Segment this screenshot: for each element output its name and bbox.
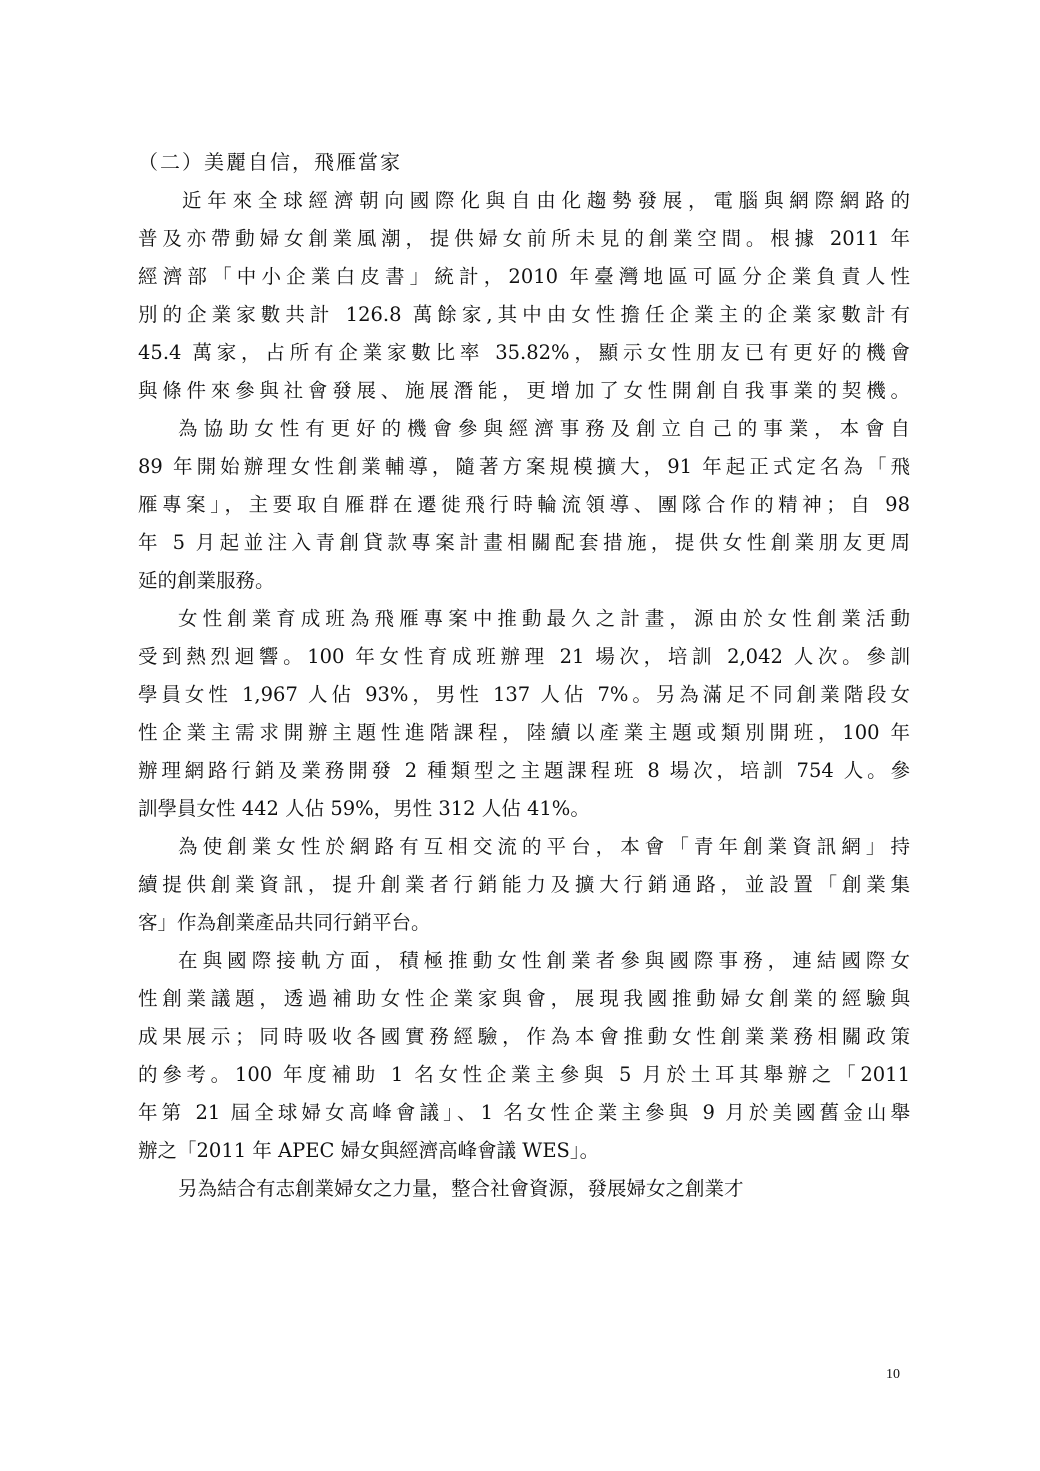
paragraph-line: 89 年開始辦理女性創業輔導，隨著方案規模擴大，91 年起正式定名為「飛 bbox=[138, 455, 910, 478]
paragraph-3 bbox=[138, 600, 910, 828]
paragraph-line: 近年來全球經濟朝向國際化與自由化趨勢發展，電腦與網際網路的 bbox=[182, 189, 910, 212]
paragraph-line: 性企業主需求開辦主題性進階課程，陸續以產業主題或類別開班，100 年 bbox=[138, 721, 910, 744]
paragraph-line: 年 5 月起並注入青創貸款專案計畫相關配套措施，提供女性創業朋友更周 bbox=[138, 531, 910, 554]
paragraph-line: 客」作為創業產品共同行銷平台。 bbox=[138, 911, 431, 934]
paragraph-line: 45.4 萬家，占所有企業家數比率 35.82%，顯示女性朋友已有更好的機會 bbox=[138, 341, 910, 364]
page-number: 10 bbox=[886, 1367, 900, 1382]
paragraph-line: 延的創業服務。 bbox=[138, 569, 275, 592]
paragraph-line: 普及亦帶動婦女創業風潮，提供婦女前所未見的創業空間。根據 2011 年 bbox=[138, 227, 910, 250]
paragraph-line: 成果展示；同時吸收各國實務經驗，作為本會推動女性創業業務相關政策 bbox=[138, 1025, 910, 1048]
paragraph-line: 為使創業女性於網路有互相交流的平台，本會「青年創業資訊網」持 bbox=[178, 835, 910, 858]
paragraph-1 bbox=[138, 182, 910, 410]
paragraph-line: 學員女性 1,967 人佔 93%，男性 137 人佔 7%。另為滿足不同創業階段女 bbox=[138, 683, 910, 706]
paragraph-line: 訓學員女性 442 人佔 59%，男性 312 人佔 41%。 bbox=[138, 797, 590, 820]
body-text bbox=[138, 182, 910, 1208]
paragraph-line: 女性創業育成班為飛雁專案中推動最久之計畫，源由於女性創業活動 bbox=[178, 607, 910, 630]
section-heading: （二）美麗自信，飛雁當家 bbox=[138, 150, 402, 174]
paragraph-line: 性創業議題，透過補助女性企業家與會，展現我國推動婦女創業的經驗與 bbox=[138, 987, 910, 1010]
paragraph-line: 辦之「2011 年 APEC 婦女與經濟高峰會議 WES」。 bbox=[138, 1139, 600, 1162]
paragraph-line: 辦理網路行銷及業務開發 2 種類型之主題課程班 8 場次，培訓 754 人。參 bbox=[138, 759, 910, 782]
paragraph-line: 雁專案」，主要取自雁群在遷徙飛行時輪流領導、團隊合作的精神；自 98 bbox=[138, 493, 910, 516]
paragraph-line: 另為結合有志創業婦女之力量，整合社會資源，發展婦女之創業才 bbox=[178, 1177, 744, 1200]
paragraph-line: 受到熱烈迴響。100 年女性育成班辦理 21 場次，培訓 2,042 人次。參訓 bbox=[138, 645, 910, 668]
paragraph-line: 與條件來參與社會發展、施展潛能，更增加了女性開創自我事業的契機。 bbox=[138, 379, 910, 402]
paragraph-5 bbox=[138, 942, 910, 1170]
paragraph-line: 為協助女性有更好的機會參與經濟事務及創立自己的事業，本會自 bbox=[178, 417, 910, 440]
paragraph-line: 在與國際接軌方面，積極推動女性創業者參與國際事務，連結國際女 bbox=[178, 949, 910, 972]
paragraph-4 bbox=[138, 828, 910, 942]
paragraph-line: 的參考。100 年度補助 1 名女性企業主參與 5 月於土耳其舉辦之「2011 bbox=[138, 1063, 910, 1086]
paragraph-line: 年第 21 屆全球婦女高峰會議」、1 名女性企業主參與 9 月於美國舊金山舉 bbox=[138, 1101, 910, 1124]
paragraph-line: 別的企業家數共計 126.8 萬餘家,其中由女性擔任企業主的企業家數計有 bbox=[138, 303, 910, 326]
paragraph-2 bbox=[138, 410, 910, 600]
paragraph-line: 續提供創業資訊，提升創業者行銷能力及擴大行銷通路，並設置「創業集 bbox=[138, 873, 910, 896]
paragraph-6 bbox=[138, 1170, 910, 1208]
paragraph-line: 經濟部「中小企業白皮書」統計，2010 年臺灣地區可區分企業負責人性 bbox=[138, 265, 910, 288]
